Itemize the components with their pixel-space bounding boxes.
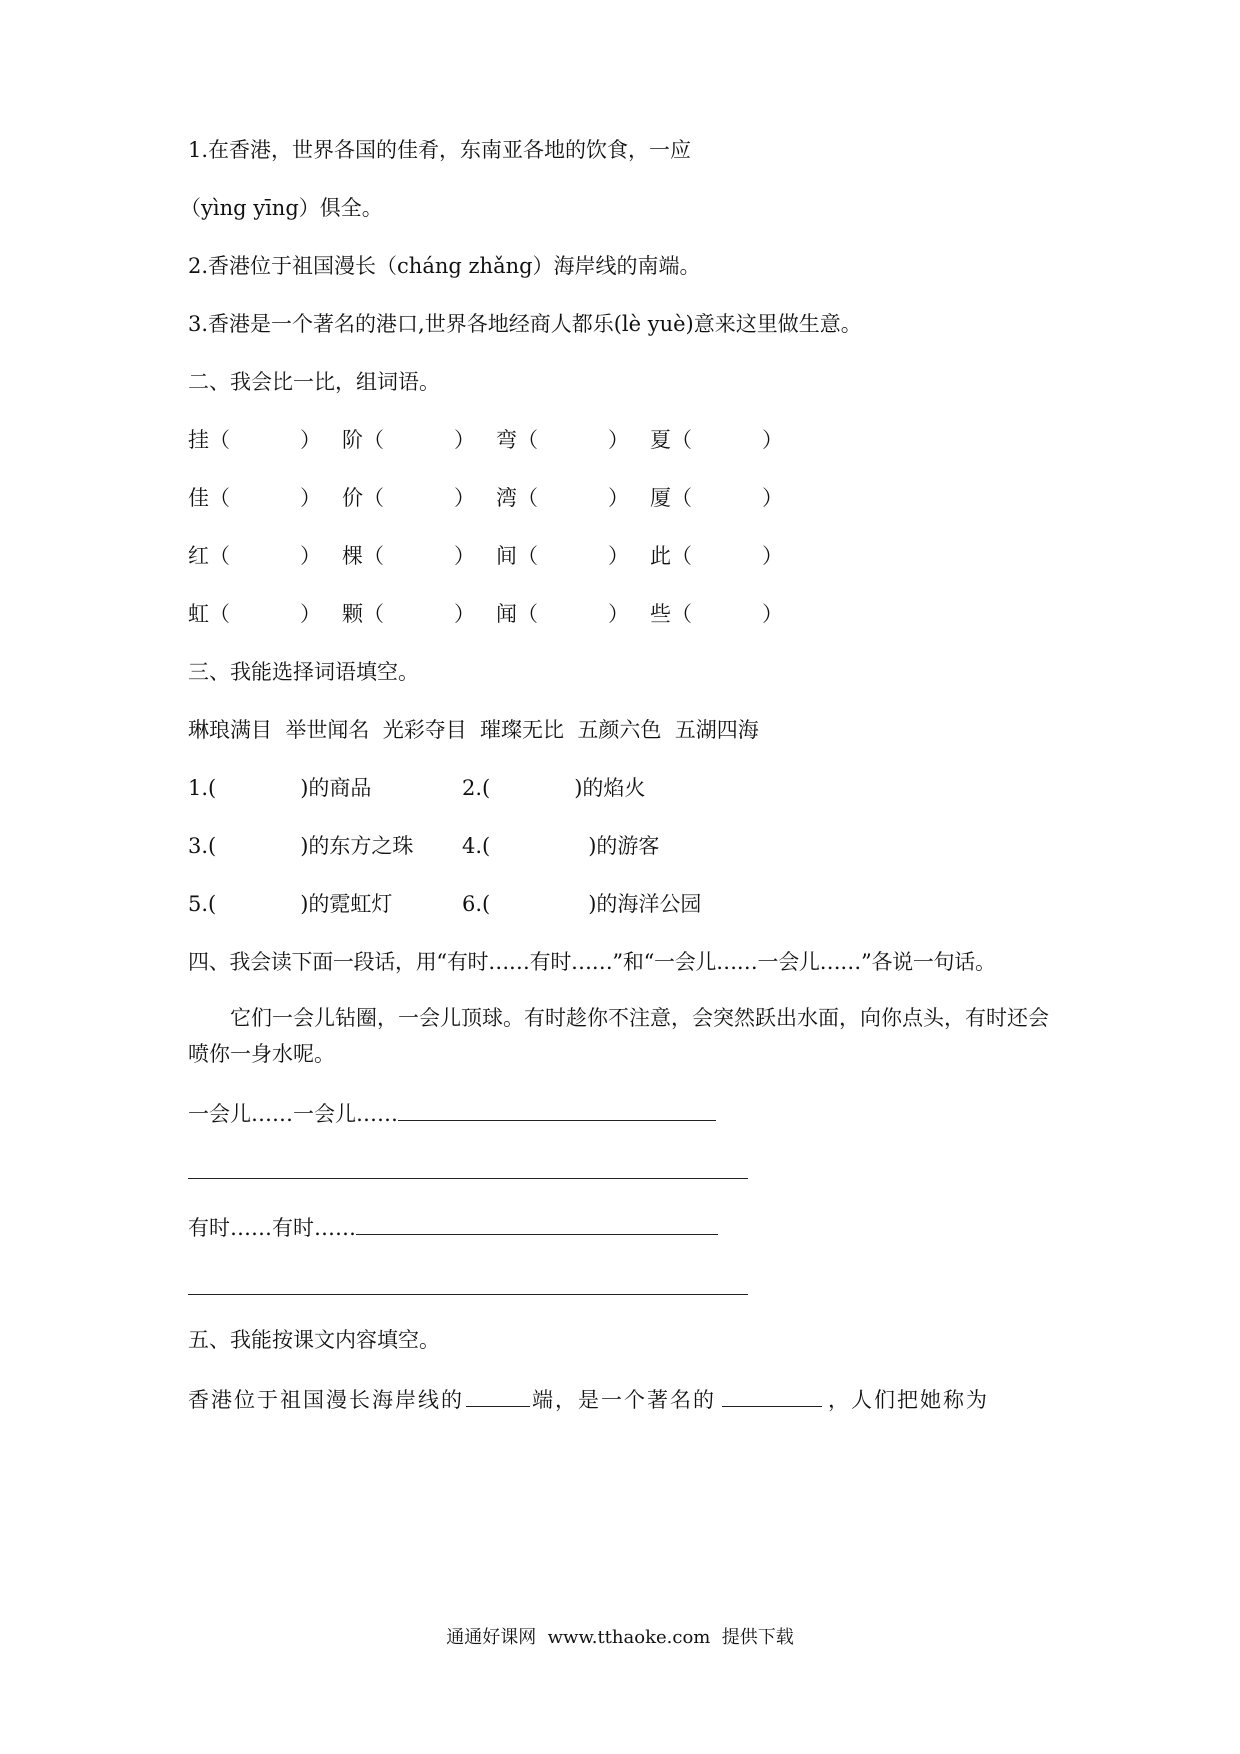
- answer-blank[interactable]: [188, 1294, 748, 1295]
- section-3-heading: 三、我能选择词语填空。: [188, 660, 419, 684]
- word-cell: 些（ ）: [650, 602, 783, 626]
- answer-blank[interactable]: [466, 1384, 530, 1407]
- fill-blank-item: 1.( )的商品: [188, 776, 372, 800]
- word-cell: 佳（ ）: [188, 486, 321, 510]
- word-cell: 厦（ ）: [650, 486, 783, 510]
- fill-blank-item: 3.( )的东方之珠: [188, 834, 414, 858]
- section-5-heading: 五、我能按课文内容填空。: [188, 1328, 440, 1352]
- word-cell: 颗（ ）: [342, 602, 475, 626]
- question-3: 3.香港是一个著名的港口,世界各地经商人都乐(lè yuè)意来这里做生意。: [188, 312, 862, 336]
- answer-line-2: [188, 1212, 718, 1242]
- word-cell: 价（ ）: [342, 486, 475, 510]
- word-cell: 挂（ ）: [188, 428, 321, 452]
- section-2-heading: 二、我会比一比，组词语。: [188, 370, 440, 394]
- fill-blank-item: 5.( )的霓虹灯: [188, 892, 393, 916]
- word-cell: 虹（ ）: [188, 602, 321, 626]
- answer-blank[interactable]: [356, 1212, 718, 1235]
- word-cell: 闻（ ）: [496, 602, 629, 626]
- answer-line-1: [188, 1098, 716, 1128]
- fill-blank-item: 4.( )的游客: [462, 834, 660, 858]
- question-1-line-1: 1.在香港，世界各国的佳肴，东南亚各地的饮食，一应: [188, 138, 692, 162]
- prompt-label: 有时……有时……: [188, 1216, 356, 1240]
- answer-blank[interactable]: [722, 1384, 822, 1407]
- word-cell: 湾（ ）: [496, 486, 629, 510]
- word-cell: 间（ ）: [496, 544, 629, 568]
- fill-text-part: 香港位于祖国漫长海岸线的 端，是一个著名的 ，人们把她称为: [188, 1384, 989, 1414]
- page-footer: 通通好课网 www.tthaoke.com 提供下载: [446, 1627, 794, 1648]
- answer-blank[interactable]: [398, 1098, 716, 1121]
- word-cell: 红（ ）: [188, 544, 321, 568]
- word-bank: 琳琅满目 举世闻名 光彩夺目 璀璨无比 五颜六色 五湖四海: [188, 718, 759, 742]
- fill-blank-item: 2.( )的焰火: [462, 776, 646, 800]
- word-cell: 棵（ ）: [342, 544, 475, 568]
- question-1-line-2: （yìng yīng）俱全。: [180, 196, 383, 220]
- section-4-heading: 四、我会读下面一段话，用“有时……有时……”和“一会儿……一会儿……”各说一句话。: [188, 950, 996, 974]
- section-5-fill-line: [188, 1384, 1060, 1414]
- prompt-label: 一会儿……一会儿……: [188, 1102, 398, 1126]
- word-cell: 此（ ）: [650, 544, 783, 568]
- word-cell: 弯（ ）: [496, 428, 629, 452]
- question-2: 2.香港位于祖国漫长（cháng zhǎng）海岸线的南端。: [188, 254, 701, 278]
- word-cell: 夏（ ）: [650, 428, 783, 452]
- word-cell: 阶（ ）: [342, 428, 475, 452]
- fill-blank-item: 6.( )的海洋公园: [462, 892, 702, 916]
- answer-blank[interactable]: [188, 1178, 748, 1179]
- reading-paragraph: 它们一会儿钻圈，一会儿顶球。有时趁你不注意，会突然跃出水面，向你点头，有时还会喷你一身水呢。: [188, 1006, 1049, 1066]
